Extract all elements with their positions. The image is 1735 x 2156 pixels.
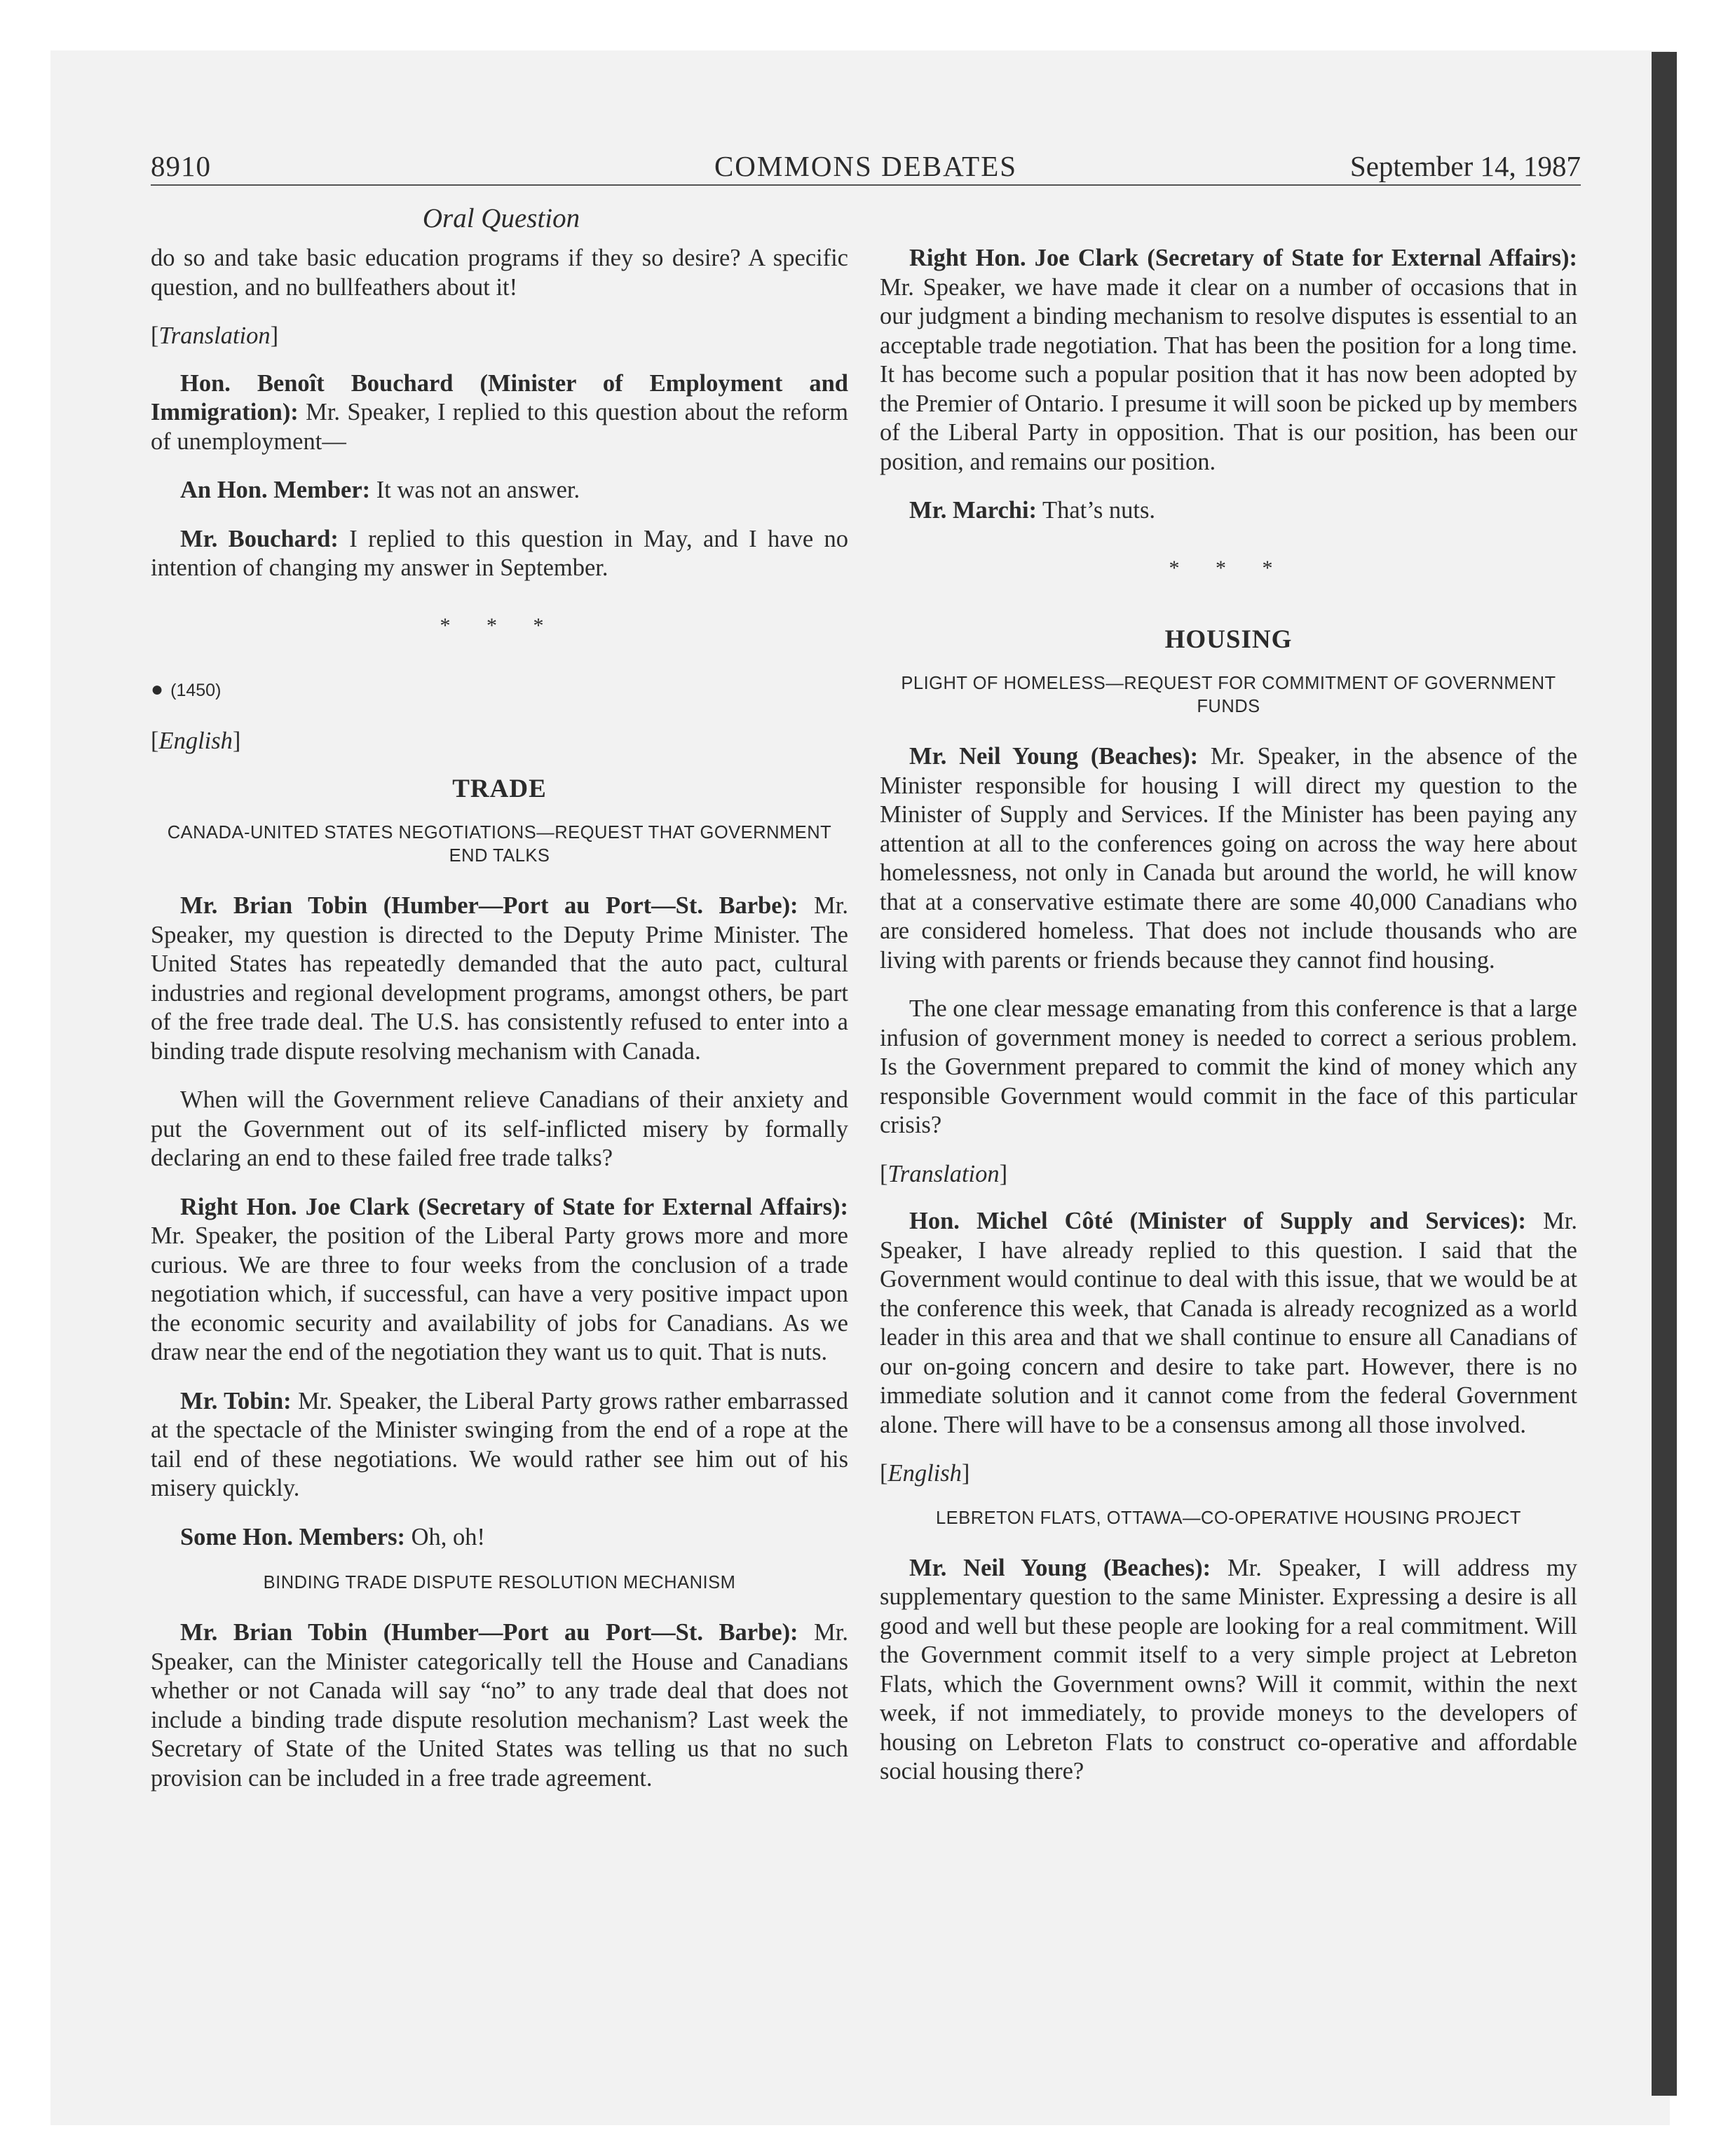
speaker-name: Mr. Brian Tobin (Humber—Port au Port—St. Barbe): [180, 892, 798, 919]
subsection-heading: LEBRETON FLATS, OTTAWA—CO-OPERATIVE HOUSING PROJECT [936, 1508, 1521, 1528]
speech: Mr. Neil Young (Beaches): Mr. Speaker, in the absence of the Minister responsible for housing I will direct my question to the Minister of Supply and Services. If the Minister has been paying any attention at all to the conferences going on across the way here about homelessness, not only in Canada but around the world, he will know that at a conservative estimate there are some 40,000 Canadians who are considered homeless. That does not include thousands who are living with parents or friends because they cannot find housing. [880, 743, 1578, 974]
subsection-heading: PLIGHT OF HOMELESS—REQUEST FOR COMMITMENT OF GOVERNMENT FUNDS [901, 674, 1556, 716]
paragraph: The one clear message emanating from this conference is that a large infusion of government money is needed to correct a serious problem. Is the Government prepared to commit the kind of money which any responsible Government would commit in the face of this particular crisis? [880, 995, 1577, 1138]
speaker-name: Right Hon. Joe Clark (Secretary of State for External Affairs): [909, 245, 1577, 271]
subsection-heading: BINDING TRADE DISPUTE RESOLUTION MECHANISM [263, 1573, 736, 1592]
right-column [880, 244, 1577, 1806]
speech: Mr. Bouchard: I replied to this question in May, and I have no intention of changing my answer in September. [151, 525, 848, 581]
speaker-name: Mr. Neil Young (Beaches): [909, 743, 1199, 770]
speech: Mr. Marchi: That’s nuts. [909, 497, 1156, 524]
bullet-icon: ● [151, 678, 164, 701]
language-tag: [Translation] [880, 1160, 1008, 1187]
speaker-name: Mr. Tobin: [180, 1387, 292, 1414]
speaker-name: Some Hon. Members: [180, 1523, 405, 1550]
section-heading: HOUSING [1164, 625, 1293, 654]
time-marker: ● (1450) [151, 678, 222, 701]
section-separator: * * * [440, 613, 559, 637]
speech: Hon. Michel Côté (Minister of Supply and Services): Mr. Speaker, I have already replied to this question. I said that the Government would continue to deal with this issue, that we would be at the conference this week, that Canada is already recognized as a world leader in this area and that we shall continue to ensure all Canadians of our on-going concern and desire to take part. However, there is no immediate solution and it cannot come from the federal Government alone. There will have to be a consensus among all those involved. [880, 1208, 1577, 1438]
language-tag: [Translation] [151, 322, 279, 349]
running-head: Oral Question [422, 203, 580, 233]
speaker-name: Hon. Michel Côté (Minister of Supply and Services): [909, 1208, 1527, 1234]
paragraph: do so and take basic education programs if they so desire? A specific question, and no bullfeathers about it! [151, 245, 848, 301]
section-heading: TRADE [452, 775, 547, 803]
header-rule [151, 184, 1581, 186]
page-number: 8910 [151, 150, 211, 182]
subsection-heading: CANADA-UNITED STATES NEGOTIATIONS—REQUEST THAT GOVERNMENT END TALKS [167, 823, 832, 866]
speech: An Hon. Member: It was not an answer. [180, 477, 580, 503]
left-column [151, 244, 848, 1813]
speech: Some Hon. Members: Oh, oh! [180, 1523, 486, 1550]
section-separator: * * * [1169, 556, 1288, 580]
sitting-date: September 14, 1987 [1349, 150, 1581, 182]
speaker-name: Hon. Benoît Bouchard (Minister of Employment and Immigration): [151, 369, 848, 425]
speech: Mr. Tobin: Mr. Speaker, the Liberal Party grows rather embarrassed at the spectacle of the Minister swinging from the end of a rope at the tail end of these negotiations. We would rather see him out of his misery quickly. [151, 1387, 848, 1501]
speech: Right Hon. Joe Clark (Secretary of State for External Affairs): Mr. Speaker, the position of the Liberal Party grows more and more curious. We are three to four weeks from the conclusion of a trade negotiation which, if successful, can have a very positive impact upon the economic security and availability of jobs for Canadians. As we draw near the end of the negotiation they want us to quit. That is nuts. [151, 1193, 848, 1365]
speech: Hon. Benoît Bouchard (Minister of Employment and Immigration): Mr. Speaker, I replied to this question about the reform of unemployment— [151, 369, 848, 455]
paragraph: When will the Government relieve Canadians of their anxiety and put the Government out of its self-inflicted misery by formally declaring an end to these failed free trade talks? [151, 1086, 848, 1171]
speech: Right Hon. Joe Clark (Secretary of State for External Affairs): Mr. Speaker, we have made it clear on a number of occasions that in our judgment a binding mechanism to resolve disputes is essential to an acceptable trade negotiation. That has been the position for a long time. It has become such a popular position that it has now been adopted by the Premier of Ontario. I presume it will soon be picked up by members of the Liberal Party in opposition. That is our position, has been our position, and remains our position. [880, 245, 1577, 475]
speaker-name: An Hon. Member: [180, 477, 371, 503]
speaker-name: Mr. Brian Tobin (Humber—Port au Port—St. Barbe): [180, 1619, 798, 1646]
speech: Mr. Neil Young (Beaches): Mr. Speaker, I will address my supplementary question to the same Minister. Expressing a desire is all good and well but these people are looking for a real commitment. Will the Government commit itself to a very simple project at Lebreton Flats, which the Government owns? Will it commit, within the next week, if not immediately, to provide moneys to the developers of housing on Lebreton Flats to construct co-operative and affordable social housing there? [880, 1554, 1577, 1785]
speaker-name: Mr. Marchi: [909, 497, 1037, 524]
speech: Mr. Brian Tobin (Humber—Port au Port—St. Barbe): Mr. Speaker, my question is directed to the Deputy Prime Minister. The United States has repeatedly demanded that the auto pact, cultural industries and regional development programs, amongst others, be part of the free trade deal. The U.S. has consistently refused to enter into a binding trade dispute resolving mechanism with Canada. [151, 892, 849, 1065]
speaker-name: Mr. Neil Young (Beaches): [909, 1554, 1211, 1581]
language-tag: [English] [880, 1460, 970, 1487]
speech: Mr. Brian Tobin (Humber—Port au Port—St. Barbe): Mr. Speaker, can the Minister categorically tell the House and Canadians whether or not Canada will say “no” to any trade deal that does not include a binding trade dispute resolution mechanism? Last week the Secretary of State of the United States was telling us that no such provision can be included in a free trade agreement. [151, 1619, 849, 1792]
speaker-name: Mr. Bouchard: [180, 525, 339, 552]
speaker-name: Right Hon. Joe Clark (Secretary of State for External Affairs): [180, 1193, 848, 1220]
language-tag: [English] [151, 727, 241, 754]
publication-title: COMMONS DEBATES [714, 150, 1018, 182]
binding-edge [1652, 52, 1677, 2096]
